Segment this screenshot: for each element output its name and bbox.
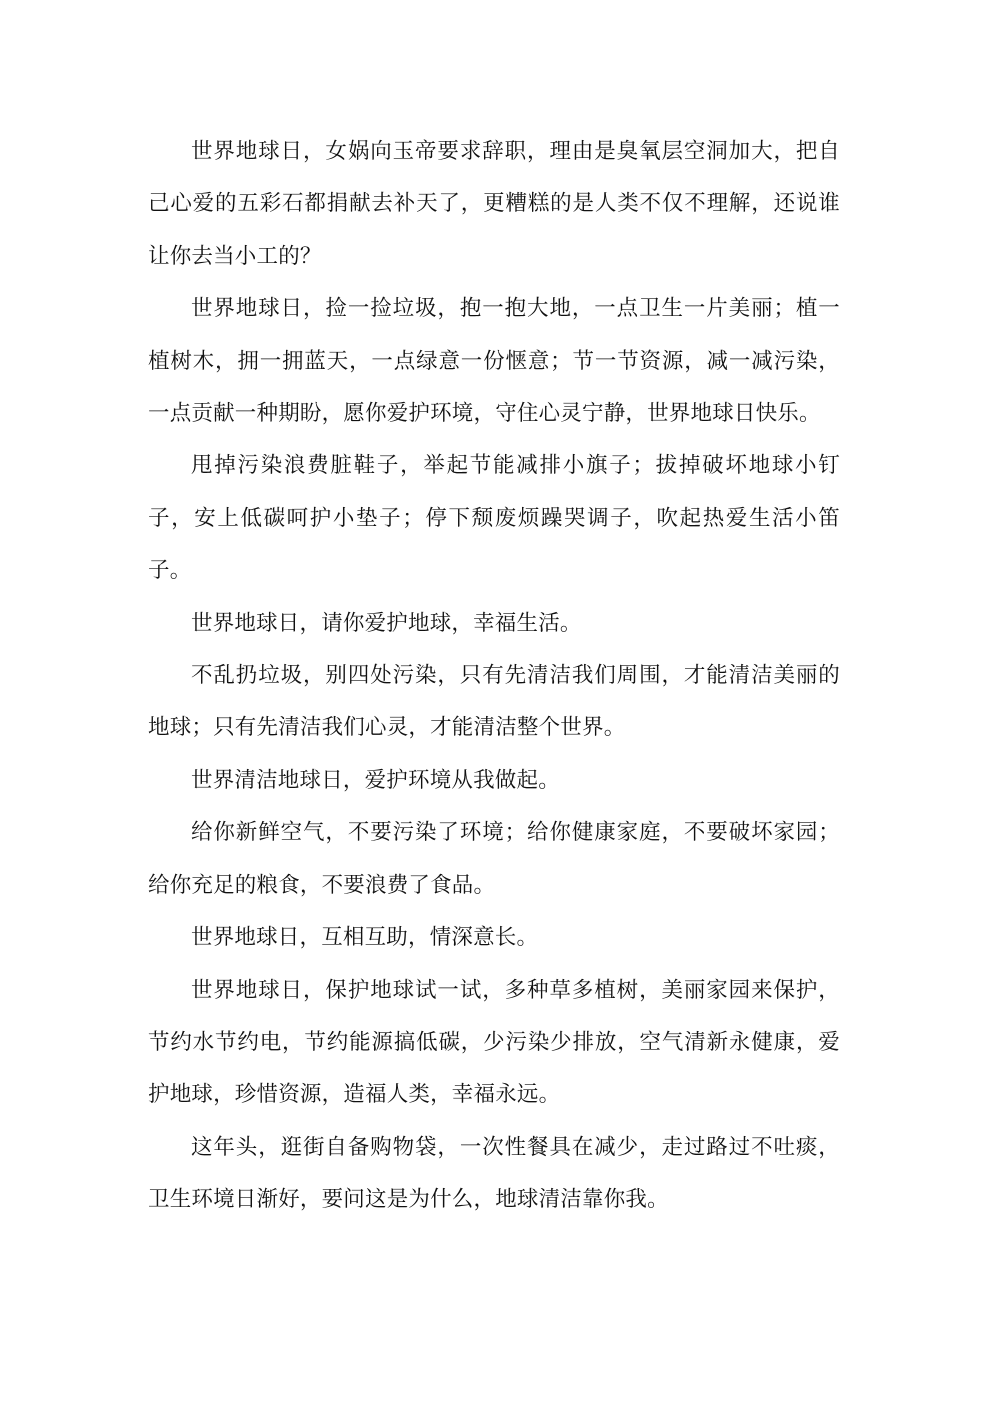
paragraph: 不乱扔垃圾，别四处污染，只有先清洁我们周围，才能清洁美丽的地球；只有先清洁我们心灵，才能清洁整个世界。 [148, 663, 840, 741]
paragraph: 世界地球日，女娲向玉帝要求辞职，理由是臭氧层空洞加大，把自己心爱的五彩石都捐献去补天了，更糟糕的是人类不仅不理解，还说谁让你去当小工的？ [148, 139, 840, 269]
paragraph: 甩掉污染浪费脏鞋子，举起节能减排小旗子；拔掉破坏地球小钉子，安上低碳呵护小垫子；停下颓废烦躁哭调子，吹起热爱生活小笛子。 [148, 453, 840, 584]
paragraph: 世界地球日，保护地球试一试，多种草多植树，美丽家园来保护，节约水节约电，节约能源搞低碳，少污染少排放，空气清新永健康，爱护地球，珍惜资源，造福人类，幸福永远。 [148, 977, 840, 1108]
document-body [148, 126, 840, 1227]
paragraph: 世界清洁地球日，爱护环境从我做起。 [191, 767, 560, 793]
paragraph: 世界地球日，捡一捡垃圾，抱一抱大地，一点卫生一片美丽；植一植树木，拥一拥蓝天，一点绿意一份惬意；节一节资源，减一减污染，一点贡献一种期盼，愿你爱护环境，守住心灵宁静，世界地球日快乐。 [148, 296, 840, 427]
paragraph: 给你新鲜空气，不要污染了环境；给你健康家庭，不要破坏家园；给你充足的粮食，不要浪费了食品。 [148, 820, 840, 898]
paragraph: 世界地球日，请你爱护地球，幸福生活。 [191, 610, 582, 636]
paragraph: 世界地球日，互相互助，情深意长。 [191, 925, 539, 951]
paragraph: 这年头，逛街自备购物袋，一次性餐具在减少，走过路过不吐痰，卫生环境日渐好，要问这是为什么，地球清洁靠你我。 [148, 1134, 840, 1213]
